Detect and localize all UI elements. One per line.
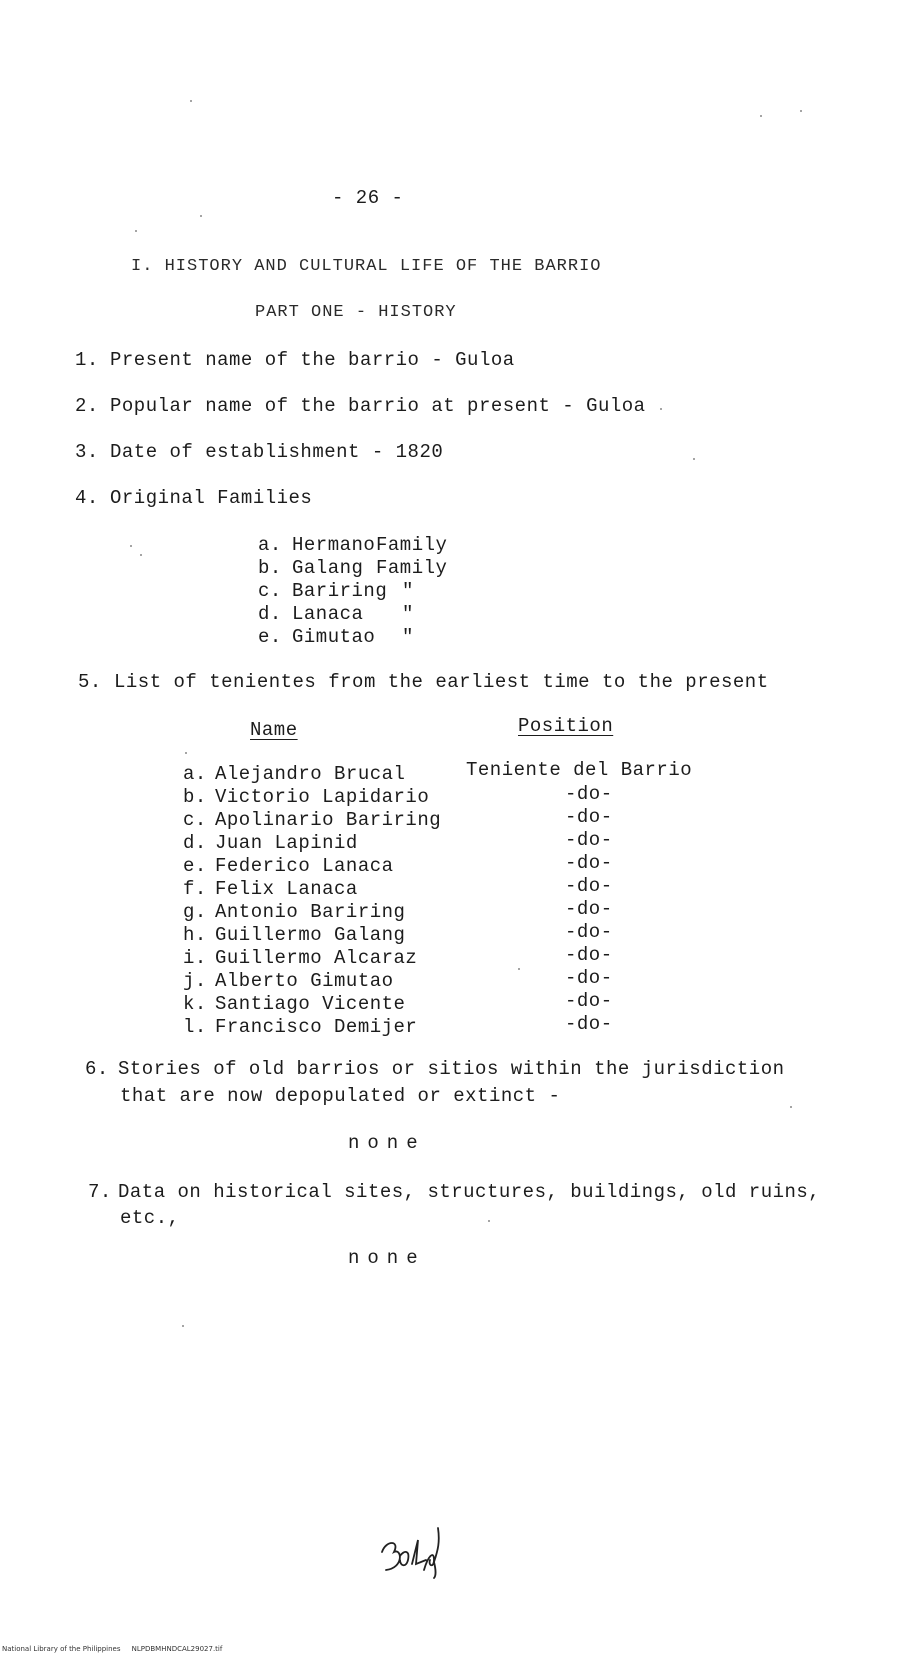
table-row-position: -do- <box>565 921 613 943</box>
item-number: 3. <box>75 441 99 463</box>
family-name: Lanaca <box>292 603 364 625</box>
scan-speck <box>130 545 132 547</box>
table-row-name: Juan Lapinid <box>215 832 358 854</box>
scan-speck <box>140 554 142 556</box>
scan-speck <box>660 408 662 410</box>
table-row-name: Victorio Lapidario <box>215 786 430 808</box>
family-suffix: " <box>402 603 414 625</box>
scan-speck <box>200 215 202 217</box>
table-row-position: -do- <box>565 990 613 1012</box>
scan-speck <box>185 752 187 754</box>
table-row-position: -do- <box>565 829 613 851</box>
table-row-letter: j. <box>183 970 207 992</box>
family-suffix: " <box>402 580 414 602</box>
table-row-name: Santiago Vicente <box>215 993 406 1015</box>
item-number: 4. <box>75 487 99 509</box>
family-suffix: Family <box>376 557 448 579</box>
table-row-letter: k. <box>183 993 207 1015</box>
scan-speck <box>190 100 192 102</box>
handwritten-signature <box>378 1520 448 1580</box>
table-row-letter: g. <box>183 901 207 923</box>
item-text: Original Families <box>110 487 313 509</box>
table-row-position: -do- <box>565 967 613 989</box>
table-row-letter: i. <box>183 947 207 969</box>
table-row-name: Apolinario Bariring <box>215 809 442 831</box>
family-suffix: " <box>402 626 414 648</box>
table-row-letter: b. <box>183 786 207 808</box>
item-number: 5. <box>78 671 102 693</box>
table-row-letter: a. <box>183 763 207 785</box>
table-row-name: Alejandro Brucal <box>215 763 406 785</box>
family-letter: c. <box>258 580 282 602</box>
table-row-position: -do- <box>565 944 613 966</box>
table-row-letter: l. <box>183 1016 207 1038</box>
table-row-letter: f. <box>183 878 207 900</box>
family-letter: b. <box>258 557 282 579</box>
table-row-name: Federico Lanaca <box>215 855 394 877</box>
table-row-letter: c. <box>183 809 207 831</box>
item-number: 2. <box>75 395 99 417</box>
family-letter: e. <box>258 626 282 648</box>
item-number: 7. <box>88 1181 112 1203</box>
item-text: Stories of old barrios or sitios within the jurisdiction <box>118 1058 785 1080</box>
table-row-name: Alberto Gimutao <box>215 970 394 992</box>
family-letter: d. <box>258 603 282 625</box>
family-name: Hermano <box>292 534 376 556</box>
column-header-position: Position <box>518 715 614 737</box>
family-letter: a. <box>258 534 282 556</box>
table-row-position: Teniente del Barrio <box>466 759 693 781</box>
scan-speck <box>135 230 137 232</box>
answer-none: none <box>348 1132 426 1154</box>
family-name: Galang <box>292 557 364 579</box>
table-row-position: -do- <box>565 875 613 897</box>
table-row-letter: e. <box>183 855 207 877</box>
scan-speck <box>760 115 762 117</box>
table-row-letter: d. <box>183 832 207 854</box>
table-row-name: Antonio Bariring <box>215 901 406 923</box>
scan-speck <box>800 110 802 112</box>
table-row-letter: h. <box>183 924 207 946</box>
item-text: Present name of the barrio - Guloa <box>110 349 515 371</box>
table-row-name: Francisco Demijer <box>215 1016 418 1038</box>
item-text: Date of establishment - 1820 <box>110 441 444 463</box>
table-row-name: Guillermo Alcaraz <box>215 947 418 969</box>
table-row-name: Felix Lanaca <box>215 878 358 900</box>
table-row-position: -do- <box>565 806 613 828</box>
answer-none: none <box>348 1247 426 1269</box>
table-row-position: -do- <box>565 852 613 874</box>
table-row-position: -do- <box>565 1013 613 1035</box>
scan-speck <box>488 1220 490 1222</box>
section-subheading: PART ONE - HISTORY <box>255 303 457 322</box>
table-row-name: Guillermo Galang <box>215 924 406 946</box>
column-header-name: Name <box>250 719 298 741</box>
family-name: Bariring <box>292 580 388 602</box>
item-text-continued: that are now depopulated or extinct - <box>120 1085 561 1107</box>
family-name: Gimutao <box>292 626 376 648</box>
section-heading: I. HISTORY AND CULTURAL LIFE OF THE BARRIO <box>131 257 602 276</box>
scan-speck <box>790 1106 792 1108</box>
family-suffix: Family <box>376 534 448 556</box>
scan-speck <box>518 968 520 970</box>
item-number: 6. <box>85 1058 109 1080</box>
page-number: - 26 - <box>332 187 404 209</box>
item-text-continued: etc., <box>120 1207 180 1229</box>
table-row-position: -do- <box>565 783 613 805</box>
item-text: Popular name of the barrio at present - Guloa <box>110 395 646 417</box>
scan-footer: National Library of the Philippines NLPDBMHNDCAL29027.tif <box>2 1645 223 1653</box>
table-row-position: -do- <box>565 898 613 920</box>
item-text: List of tenientes from the earliest time to the present <box>114 671 769 693</box>
item-text: Data on historical sites, structures, buildings, old ruins, <box>118 1181 821 1203</box>
scan-speck <box>182 1325 184 1327</box>
item-number: 1. <box>75 349 99 371</box>
scan-speck <box>693 458 695 460</box>
